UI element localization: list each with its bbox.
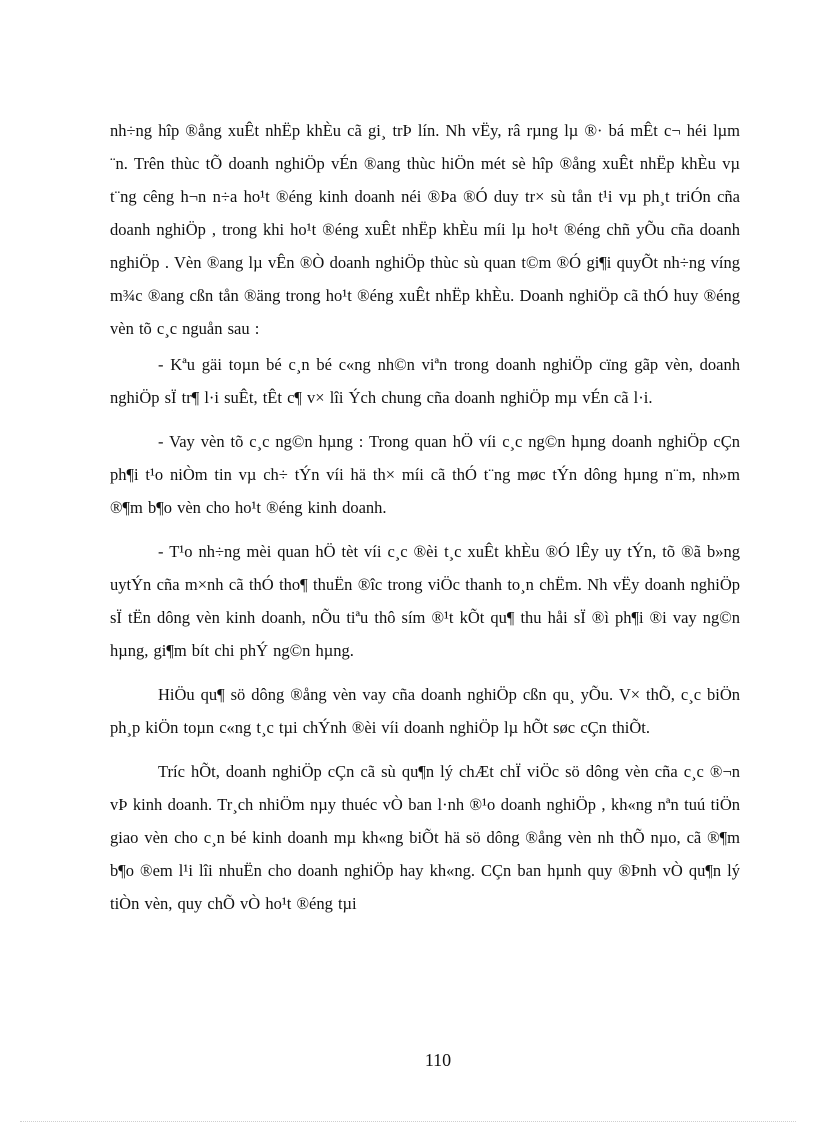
paragraph-loan-efficiency: HiÖu qu¶ sö dông ®ång vèn vay cña doanh nghiÖp cßn qu¸ yÕu. V× thÕ, c¸c biÖn ph¸p kiÖn toµn c«ng t¸c tµi chÝnh ®èi víi doanh nghiÖp lµ hÕt søc cÇn thiÕt. (110, 685, 740, 737)
page-bottom-divider (20, 1121, 796, 1122)
paragraph-partner-relations: - T¹o nh÷ng mèi quan hÖ tèt víi c¸c ®èi t¸c xuÊt khÈu ®Ó lÊy uy tÝn, tõ ®ã b»ng uytÝn cña m×nh cã thÓ tho¶ thuËn ®îc trong viÖc thanh to¸n chËm. Nh vËy doanh nghiÖp sÏ tËn dông vèn kinh doanh, nÕu tiªu thô sím ®¹t kÕt qu¶ thu håi sÏ ®ì ph¶i ®i vay ng©n hµng, gi¶m bít chi phÝ ng©n hµng. (110, 542, 740, 660)
page-number: 110 (424, 1050, 452, 1070)
body-text (110, 114, 740, 920)
paragraph-bank-loans: - Vay vèn tõ c¸c ng©n hµng : Trong quan hÖ víi c¸c ng©n hµng doanh nghiÖp cÇn ph¶i t¹o niÒm tin vµ ch÷ tÝn víi hä th× míi cã thÓ t¨ng møc tÝn dông hµng n¨m, nh»m ®¶m b¶o vèn cho ho¹t ®éng kinh doanh. (110, 432, 740, 517)
paragraph-staff-capital: - Kªu gäi toµn bé c¸n bé c«ng nh©n viªn trong doanh nghiÖp cïng gãp vèn, doanh nghiÖp sÏ tr¶ l·i suÊt, tÊt c¶ v× lîi Ých chung cña doanh nghiÖp mµ vÉn cã l·i. (110, 355, 740, 407)
paragraph-continuation: nh÷ng hîp ®ång xuÊt nhËp khÈu cã gi¸ trÞ lín. Nh vËy, râ rµng lµ ®· bá mÊt c¬ héi lµm ¨n. Trên thùc tÕ doanh nghiÖp vÉn ®ang thùc hiÖn mét sè hîp ®ång xuÊt nhËp khÈu vµ t¨ng cêng h¬n n÷a ho¹t ®éng kinh doanh néi ®Þa ®Ó duy tr× sù tån t¹i vµ ph¸t triÓn cña doanh nghiÖp , trong khi ho¹t ®éng xuÊt nhËp khÈu míi lµ ho¹t ®éng chñ yÕu cña doanh nghiÖp . Vèn ®ang lµ vÊn ®Ò doanh nghiÖp thùc sù quan t©m ®Ó gi¶i quyÕt nh÷ng víng m¾c ®ang cßn tån ®äng trong ho¹t ®éng xuÊt nhËp khÈu. Doanh nghiÖp cã thÓ huy ®éng vèn tõ c¸c nguån sau : (110, 121, 740, 338)
paragraph-capital-management: Tríc hÕt, doanh nghiÖp cÇn cã sù qu¶n lý chÆt chÏ viÖc sö dông vèn cña c¸c ®¬n vÞ kinh doanh. Tr¸ch nhiÖm nµy thuéc vÒ ban l·nh ®¹o doanh nghiÖp , kh«ng nªn tuú tiÖn giao vèn cho c¸n bé kinh doanh mµ kh«ng biÕt hä sö dông ®ång vèn nh thÕ nµo, cã ®¶m b¶o ®em l¹i lîi nhuËn cho doanh nghiÖp hay kh«ng. CÇn ban hµnh quy ®Þnh vÒ qu¶n lý tiÒn vèn, quy chÕ vÒ ho¹t ®éng tµi (110, 762, 740, 913)
